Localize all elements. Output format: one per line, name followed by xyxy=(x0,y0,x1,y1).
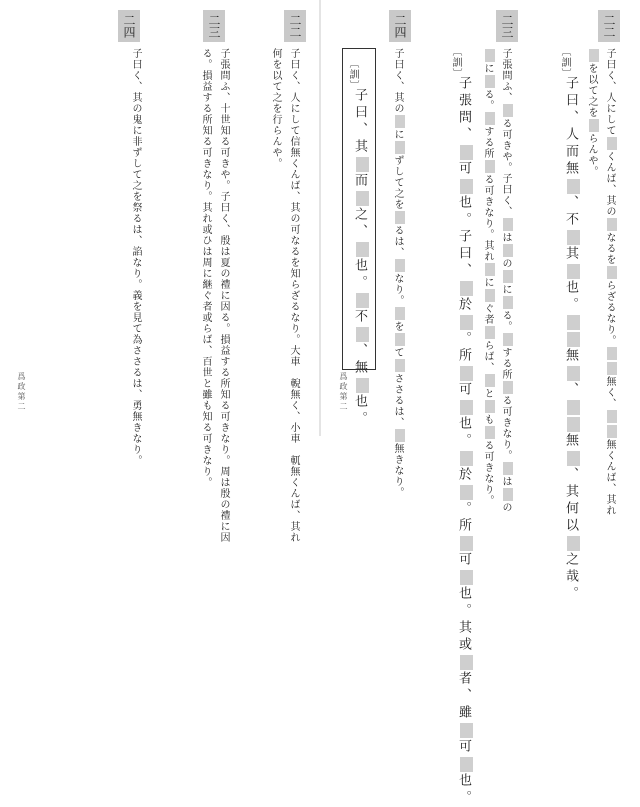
blank-box xyxy=(460,366,473,381)
section-number: 二三 xyxy=(496,10,518,42)
blank-box xyxy=(589,119,599,132)
blank-box xyxy=(356,242,369,257)
blank-box xyxy=(503,218,513,231)
blank-box xyxy=(395,115,405,128)
blank-box xyxy=(503,296,513,309)
text-line-with-blanks: 子曰く、人にしてくんば、其のなるをらざるなり。無く、無くんば、其れ xyxy=(604,48,615,516)
kun-tag: 〔訓〕 xyxy=(450,46,461,79)
text-line: 子曰く、人にして信無くんば、其の可なるを知らざるなり。大車 輗無く、小車 軏無くんば、其れ xyxy=(288,48,299,543)
blank-box xyxy=(607,218,617,231)
blank-box xyxy=(607,410,617,423)
kun-tag: 〔訓〕 xyxy=(559,46,570,79)
blank-box xyxy=(485,75,495,88)
blank-box xyxy=(589,49,599,62)
blank-box xyxy=(395,359,405,372)
blank-box xyxy=(607,266,617,279)
blank-box xyxy=(356,293,369,308)
blank-box xyxy=(356,378,369,393)
blank-box xyxy=(460,485,473,500)
blank-box xyxy=(356,191,369,206)
blank-box xyxy=(395,259,405,272)
blank-box xyxy=(607,347,617,360)
blank-box xyxy=(395,141,405,154)
blank-box xyxy=(485,374,495,387)
text-line: 何を以て之を行らんや。 xyxy=(270,48,281,169)
blank-box xyxy=(503,104,513,117)
blank-box xyxy=(460,451,473,466)
text-line-with-blanks: にる。する所る可きなり。其れにぐ者らば、ともる可きなり。 xyxy=(480,48,495,506)
blank-box xyxy=(567,366,580,381)
text-line-with-blanks: 子曰く、其のにずして之をるは、なり。をてささるは、無きなり。 xyxy=(392,48,403,498)
text-line: 子曰く、其の鬼に非ずして之を祭るは、諂なり。義を見て為ささるは、勇無きなり。 xyxy=(130,48,141,466)
blank-box xyxy=(460,315,473,330)
kun-tag: 〔訓〕 xyxy=(347,58,358,91)
text-line-with-blanks: を以て之をらんや。 xyxy=(584,48,599,177)
text-line: る。損益する所知る可きなり。其れ或ひは周に継ぐ者或らば、百世と雖も知る可きなり。 xyxy=(200,48,211,488)
blank-box xyxy=(503,244,513,257)
text-line: 子張問ふ、十世知る可きや。子曰く、殷は夏の禮に因る。損益する所知る可きなり。周は殷の禮に因 xyxy=(218,48,229,543)
text-line-with-blanks: 子張問ふ、る可きや。子曰く、はのにる。する所る可きなり。はの xyxy=(500,48,511,513)
kanbun-line: 子張問、可也。子曰、於。所可也。於。所可也。其或者、雖可也。 xyxy=(456,76,471,807)
blank-box xyxy=(460,400,473,415)
blank-box xyxy=(460,723,473,738)
blank-box xyxy=(460,281,473,296)
section-number: 二三 xyxy=(203,10,225,42)
blank-box xyxy=(395,333,405,346)
blank-box xyxy=(460,655,473,670)
blank-box xyxy=(485,400,495,413)
blank-box xyxy=(567,536,580,551)
section-number: 二四 xyxy=(389,10,411,42)
blank-box xyxy=(503,488,513,501)
blank-box xyxy=(485,49,495,62)
blank-box xyxy=(460,145,473,160)
blank-box xyxy=(567,230,580,245)
blank-box xyxy=(460,757,473,772)
kanbun-line: 子曰、其而之、也。不、無也。 xyxy=(352,88,367,428)
blank-box xyxy=(485,426,495,439)
blank-box xyxy=(485,263,495,276)
blank-box xyxy=(503,270,513,283)
blank-box xyxy=(460,536,473,551)
blank-box xyxy=(567,315,580,330)
kanbun-line: 子曰、人而無、不其也。無、無、其何以之哉。 xyxy=(563,76,578,603)
blank-box xyxy=(567,451,580,466)
blank-box xyxy=(567,332,580,347)
left-page xyxy=(0,0,319,543)
blank-box xyxy=(567,417,580,432)
blank-box xyxy=(567,179,580,194)
blank-box xyxy=(503,381,513,394)
blank-box xyxy=(567,264,580,279)
blank-box xyxy=(485,326,495,339)
section-number: 二二 xyxy=(284,10,306,42)
section-number: 二二 xyxy=(598,10,620,42)
blank-box xyxy=(567,400,580,415)
blank-box xyxy=(503,462,513,475)
blank-box xyxy=(503,333,513,346)
blank-box xyxy=(485,160,495,173)
blank-box xyxy=(607,137,617,150)
blank-box xyxy=(485,289,495,302)
section-number: 二四 xyxy=(118,10,140,42)
chapter-footer: 爲政第二 xyxy=(17,372,26,412)
blank-box xyxy=(607,362,617,375)
blank-box xyxy=(460,570,473,585)
blank-box xyxy=(460,179,473,194)
blank-box xyxy=(395,211,405,224)
blank-box xyxy=(395,307,405,320)
blank-box xyxy=(356,327,369,342)
blank-box xyxy=(356,157,369,172)
chapter-footer: 爲政第二 xyxy=(339,372,348,412)
blank-box xyxy=(607,425,617,438)
blank-box xyxy=(485,112,495,125)
